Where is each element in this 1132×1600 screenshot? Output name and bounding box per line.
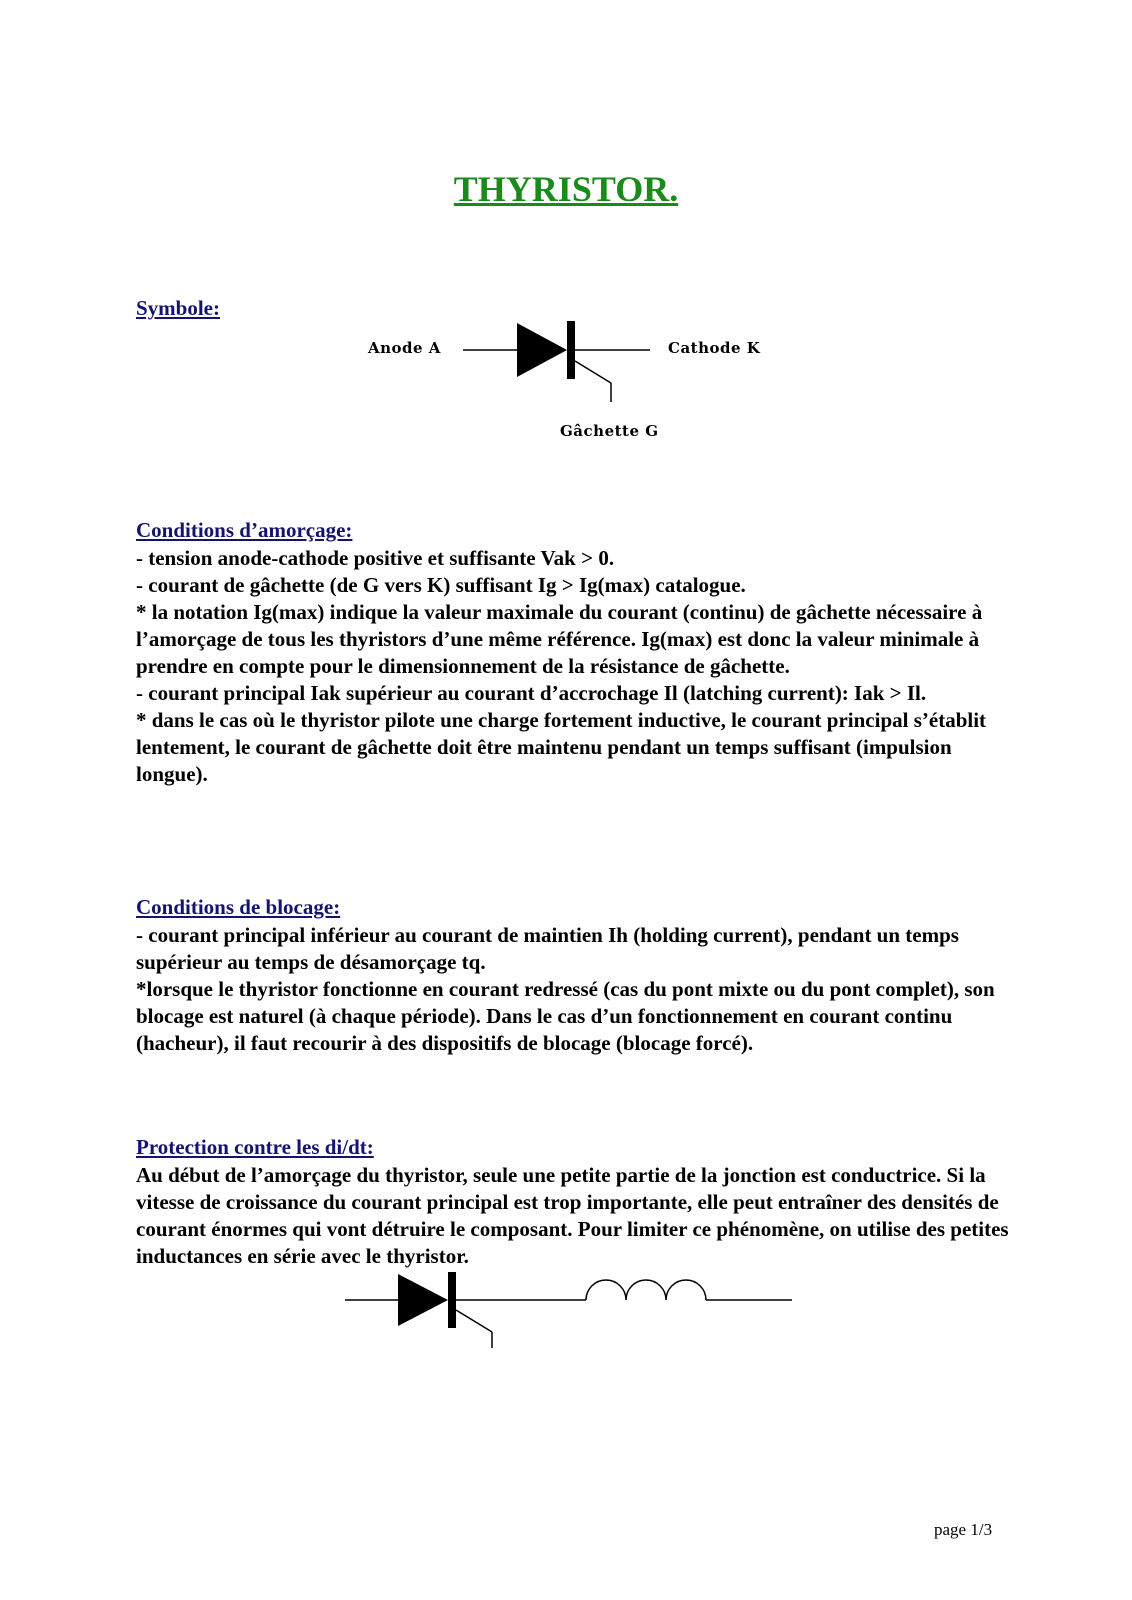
amorcage-line: * dans le cas où le thyristor pilote une charge fortement inductive, le courant principal s’établit lentement, le courant de gâchette doit être maintenu pendant un temps suffisant (impulsion longue).	[136, 708, 987, 786]
symbol-heading: Symbole:	[136, 296, 220, 320]
protection-paragraph: Au début de l’amorçage du thyristor, seule une petite partie de la jonction est conductrice. Si la vitesse de croissance du courant principal est trop importante, elle peut entraîner des densités de courant énormes qui vont détruire le composant. Pour limiter ce phénomène, on utilise des petites inductances en série avec le thyristor.	[136, 1163, 1009, 1268]
blocage-heading: Conditions de blocage:	[136, 895, 341, 919]
cathode-label: Cathode K	[668, 339, 761, 357]
amorcage-line: * la notation Ig(max) indique la valeur maximale du courant (continu) de gâchette nécessaire à l’amorçage de tous les thyristors d’une même référence. Ig(max) est donc la valeur minimale à prendre en compte pour le dimensionnement de la résistance de gâchette.	[136, 600, 983, 678]
thyristor-inductor-diagram	[340, 1268, 800, 1348]
anode-label: Anode A	[368, 339, 441, 357]
page-number: page 1/3	[934, 1520, 993, 1539]
amorcage-line: - courant de gâchette (de G vers K) suffisant Ig > Ig(max) catalogue.	[136, 573, 746, 597]
blocage-line: - courant principal inférieur au courant de maintien Ih (holding current), pendant un temps supérieur au temps de désamorçage tq.	[136, 923, 959, 974]
gate-label: Gâchette G	[560, 422, 659, 440]
page-title: THYRISTOR.	[453, 169, 679, 209]
protection-text	[136, 1162, 1016, 1270]
blocage-line: *lorsque le thyristor fonctionne en courant redressé (cas du pont mixte ou du pont complet), son blocage est naturel (à chaque période). Dans le cas d’un fonctionnement en courant continu (hacheur), il faut recourir à des dispositifs de blocage (blocage forcé).	[136, 977, 995, 1055]
blocage-text	[136, 922, 1016, 1057]
amorcage-heading: Conditions d’amorçage:	[136, 518, 353, 542]
thyristor-symbol	[455, 315, 655, 405]
amorcage-text	[136, 545, 1016, 788]
amorcage-line: - courant principal Iak supérieur au courant d’accrochage Il (latching current): Iak > Il.	[136, 681, 927, 705]
amorcage-line: - tension anode-cathode positive et suffisante Vak > 0.	[136, 546, 615, 570]
protection-heading: Protection contre les di/dt:	[136, 1135, 374, 1159]
